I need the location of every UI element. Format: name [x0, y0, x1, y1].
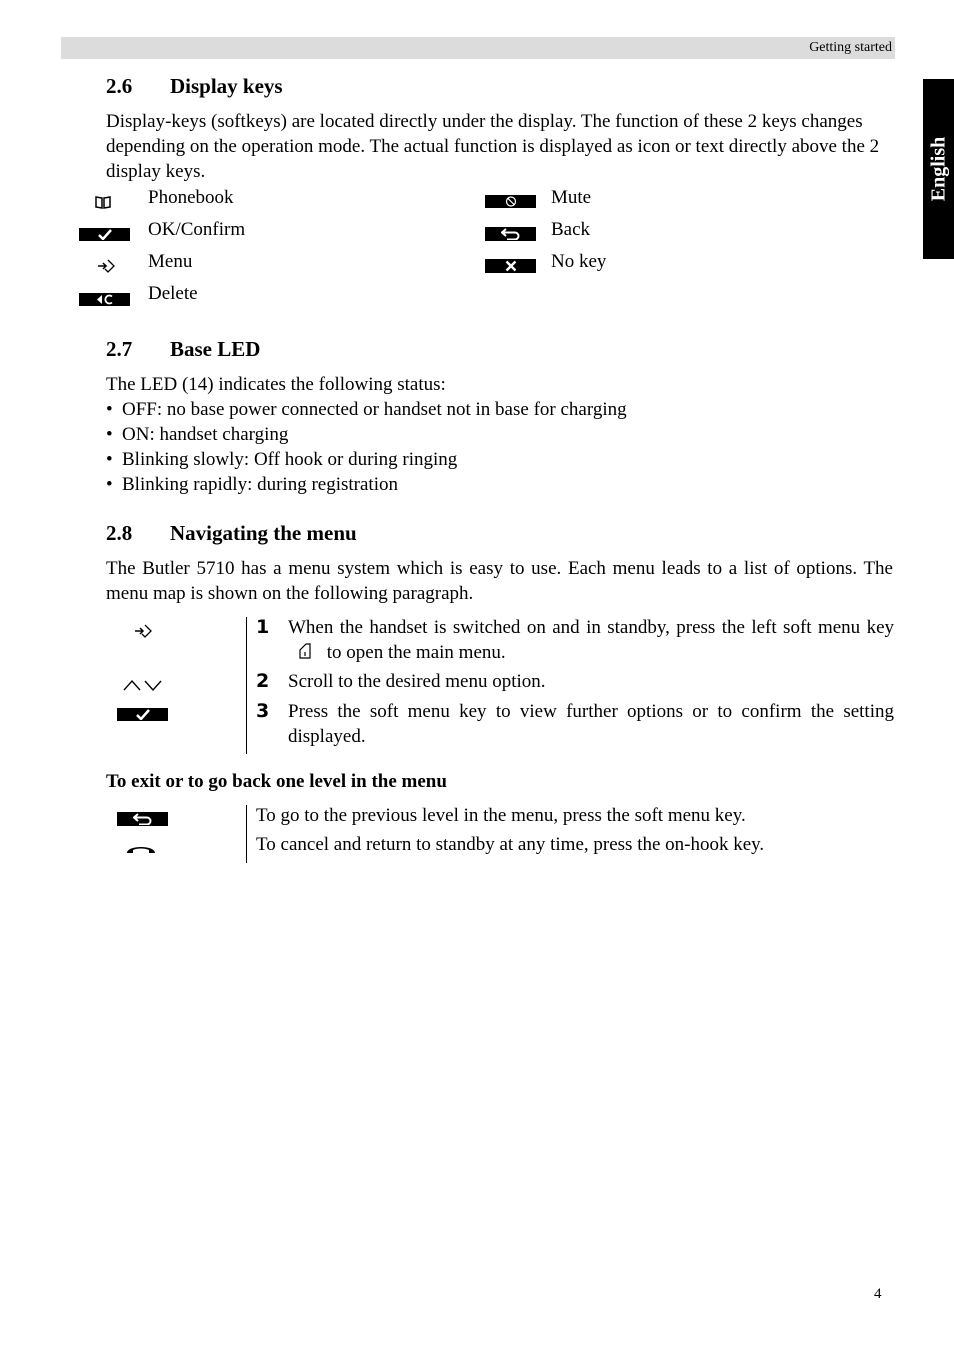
key-label-ok-confirm: OK/Confirm: [148, 219, 246, 240]
ok-confirm-icon: [79, 228, 130, 241]
step-1-text: [288, 615, 894, 666]
on-hook-icon: [124, 841, 158, 857]
list-item: • OFF: no base power connected or handset not in base for charging: [106, 397, 893, 422]
display-keys-intro: Display-keys (softkeys) are located directly under the display. The function of these 2 keys changes depending on the operation mode. The actual function is displayed as icon or text directly above the 2 display keys.: [106, 111, 880, 182]
key-label-menu: Menu: [148, 251, 193, 272]
step-number: 2: [256, 670, 270, 692]
step-1-text-before: When the handset is switched on and in standby, press the left soft menu key: [288, 617, 894, 638]
running-header: [61, 37, 895, 59]
section-2-7-heading: [106, 336, 260, 362]
section-title: Navigating the menu: [170, 521, 357, 545]
ok-confirm-icon: [117, 708, 168, 721]
section-title: Display keys: [170, 74, 283, 98]
no-key-icon: [485, 259, 536, 273]
exit-line-previous-level: To go to the previous level in the menu, press the soft menu key.: [256, 805, 746, 826]
exit-divider: [246, 805, 247, 863]
page-number: 4: [874, 1286, 882, 1302]
side-tab-label: English: [927, 136, 949, 202]
base-led-intro: The LED (14) indicates the following status:: [106, 374, 446, 395]
back-icon: [485, 227, 536, 241]
step-1-text-after: to open the main menu.: [326, 642, 506, 663]
exit-line-standby: To cancel and return to standby at any time, press the on-hook key.: [256, 834, 765, 855]
phonebook-icon: [93, 193, 113, 211]
section-number: 2.7: [106, 337, 133, 361]
up-down-arrows-icon: [122, 676, 164, 694]
header-section-title: Getting started: [809, 40, 892, 55]
led-status-list: [106, 397, 893, 497]
menu-icon: [132, 622, 154, 640]
steps-divider: [246, 617, 247, 754]
key-label-delete: Delete: [148, 283, 198, 304]
left-soft-key-icon: [288, 641, 322, 666]
key-label-phonebook: Phonebook: [148, 187, 234, 208]
mute-icon: [485, 195, 536, 208]
menu-icon: [95, 257, 117, 275]
delete-icon: [79, 293, 130, 306]
list-item: • Blinking rapidly: during registration: [106, 472, 893, 497]
key-label-mute: Mute: [551, 187, 592, 208]
step-2-text: Scroll to the desired menu option.: [288, 671, 546, 692]
step-number: 3: [256, 700, 270, 722]
key-label-no-key: No key: [551, 251, 607, 272]
key-label-back: Back: [551, 219, 591, 240]
back-icon: [117, 812, 168, 826]
navigating-menu-intro: The Butler 5710 has a menu system which is easy to use. Each menu leads to a list of options. The menu map is shown on the following paragraph.: [106, 558, 893, 604]
exit-menu-heading: To exit or to go back one level in the menu: [106, 771, 447, 792]
list-item: • ON: handset charging: [106, 422, 893, 447]
list-item: • Blinking slowly: Off hook or during ringing: [106, 447, 893, 472]
section-2-8-heading: [106, 520, 357, 546]
language-side-tab: [923, 79, 954, 259]
section-title: Base LED: [170, 337, 261, 361]
section-number: 2.6: [106, 74, 133, 98]
section-2-6-heading: [106, 73, 283, 99]
step-number: 1: [256, 616, 270, 638]
step-3-text: Press the soft menu key to view further options or to confirm the setting displayed.: [288, 701, 894, 747]
section-number: 2.8: [106, 521, 133, 545]
